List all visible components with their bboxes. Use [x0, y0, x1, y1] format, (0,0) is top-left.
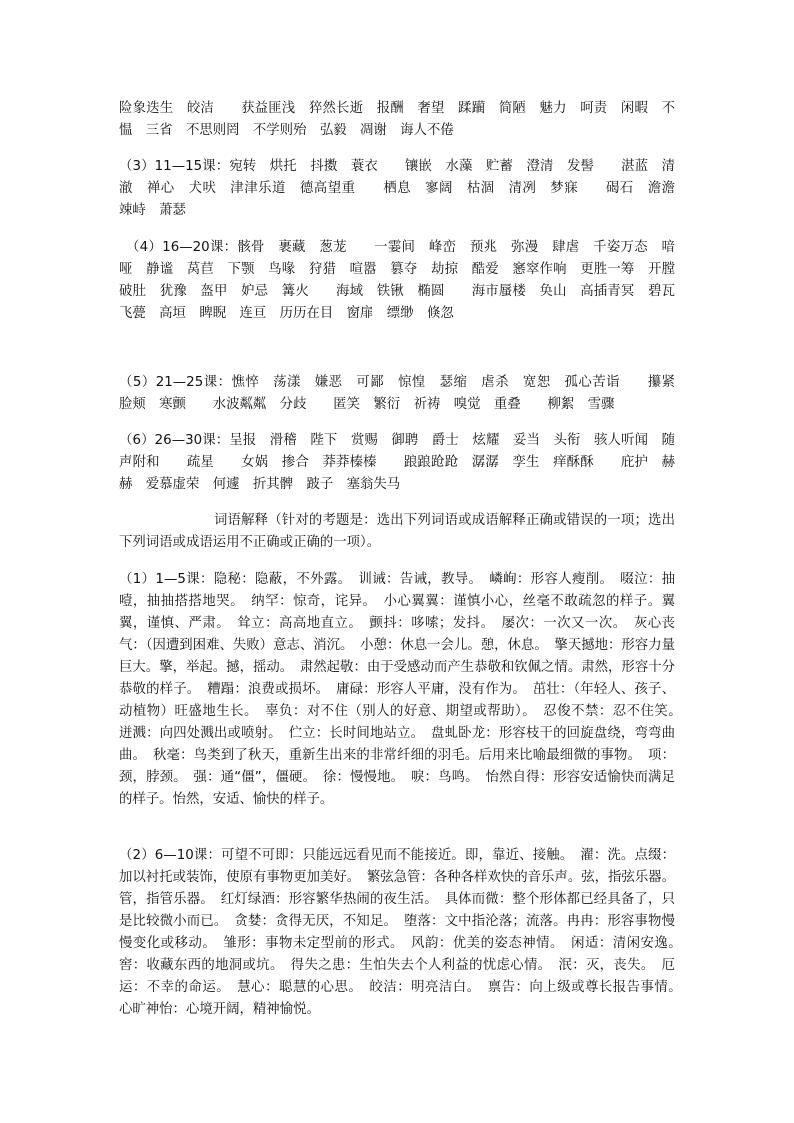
vocab-paragraph-lessons-1-10-continued: 险象迭生 皎洁 获益匪浅 猝然长逝 报酬 奢望 蹂躏 简陋 魅力 呵责 闲暇 不愠 三省 不思则罔 不学则殆 弘毅 凋谢 诲人不倦	[119, 101, 675, 138]
explanation-paragraph-lessons-1-5: （1）1—5课：隐秘：隐蔽，不外露。 训诫：告诫，教导。 嶙峋：形容人瘦削。 啜泣：抽噎，抽抽搭搭地哭。 纳罕：惊奇，诧异。 小心翼翼：谨慎小心，丝毫不敢疏忽的样子。翼翼，谨慎、严肃。 耸立：高高地直立。 颤抖：哆嗦；发抖。 屡次：一次又一次。 灰心丧气：（因遭到困难、失败）意志、消沉。 小憩：休息一会儿。憩，休息。 擎天撼地：形容力量巨大。擎，举起。撼，摇动。 肃然起敬：由于受感动而产生恭敬和钦佩之情。肃然，形容十分恭敬的样子。 糟蹋：浪费或损坏。 庸碌：形容人平庸，没有作为。 茁壮：（年轻人、孩子、动植物）旺盛地生长。 辜负：对不住（别人的好意、期望或帮助）。 忍俊不禁：忍不住笑。 迸溅：向四处溅出或喷射。 伫立：长时间地站立。 盘虬卧龙：形容枝干的回旋盘绕，弯弯曲曲。 秋毫：鸟类到了秋天，重新生出来的非常纤细的羽毛。后用来比喻最细微的事物。 项：颈，脖颈。 强：通“僵”，僵硬。 徐：慢慢地。 唳：鸟鸣。 怡然自得：形容安适愉快而满足的样子。怡然，安适、愉快的样子。	[119, 572, 689, 807]
vocab-paragraph-lessons-11-15: （3）11—15课：宛转 烘托 抖擞 蓑衣 镶嵌 水藻 贮蓄 澄清 发髻 湛蓝 清澈 禅心 犬吠 津津乐道 德高望重 栖息 寥阔 枯涸 清冽 梦寐 碣石 澹澹 竦峙 萧瑟	[119, 159, 689, 218]
vocab-paragraph-lessons-16-20: （4）16—20课：骸骨 裹藏 葱茏 一霎间 峰峦 预兆 弥漫 肆虐 千姿万态 喑哑 静谧 莴苣 下颚 鸟喙 狩猎 喧嚣 篡夺 劫掠 酷爱 窸窣作响 更胜一筹 开膛破肚 犹豫 盔甲 妒忌 篝火 海域 铁锹 椭圆 海市蜃楼 奂山 高插青冥 碧瓦飞甍 高垣 睥睨 连亘 历历在目 窗扉 缥缈 倏忽	[119, 240, 675, 321]
vocab-paragraph-lessons-26-30: （6）26—30课：呈报 滑稽 陛下 赏赐 御聘 爵士 炫耀 妥当 头衔 骇人听闻 随声附和 疏星 女娲 掺合 莽莽榛榛 踉踉跄跄 潺潺 孪生 痒酥酥 庇护 赫赫 爱慕虚荣 何遽 折其髀 跛子 塞翁失马	[119, 433, 675, 492]
section-heading-word-explanation: 词语解释（针对的考题是：选出下列词语或成语解释正确或错误的一项；选出下列词语或成语运用不正确或正确的一项）。	[119, 513, 675, 550]
vocab-paragraph-lessons-21-25: （5）21—25课：憔悴 荡漾 嫌恶 可鄙 惊惶 瑟缩 虐杀 宽恕 孤心苦诣 攥紧 脸颊 寒颤 水波粼粼 分歧 匿笑 繁衍 祈祷 嗅觉 重叠 柳絮 雪骤	[119, 375, 689, 412]
explanation-paragraph-lessons-6-10: （2）6—10课：可望不可即：只能远远看见而不能接近。即，靠近、接触。 濯：洗。点缀：加以衬托或装饰，使原有事物更加美好。 繁弦急管：各种各样欢快的音乐声。弦，指弦乐器。管，指管乐器。 红灯绿酒：形容繁华热闹的夜生活。 具体而微：整个形体都已经具备了，只是比较微小而已。 贪婪：贪得无厌，不知足。 堕落：文中指沦落；流落。冉冉：形容事物慢慢变化或移动。 雏形：事物未定型前的形式。 风韵：优美的姿态神情。 闲适：清闲安逸。 窖：收藏东西的地洞或坑。 得失之患：生怕失去个人利益的忧虑心情。 泯：灭，丧失。 厄运：不幸的命运。 慧心：聪慧的心思。 皎洁：明亮洁白。 禀告：向上级或尊长报告事情。 心旷神怡：心境开阔，精神愉悦。	[119, 848, 689, 1017]
